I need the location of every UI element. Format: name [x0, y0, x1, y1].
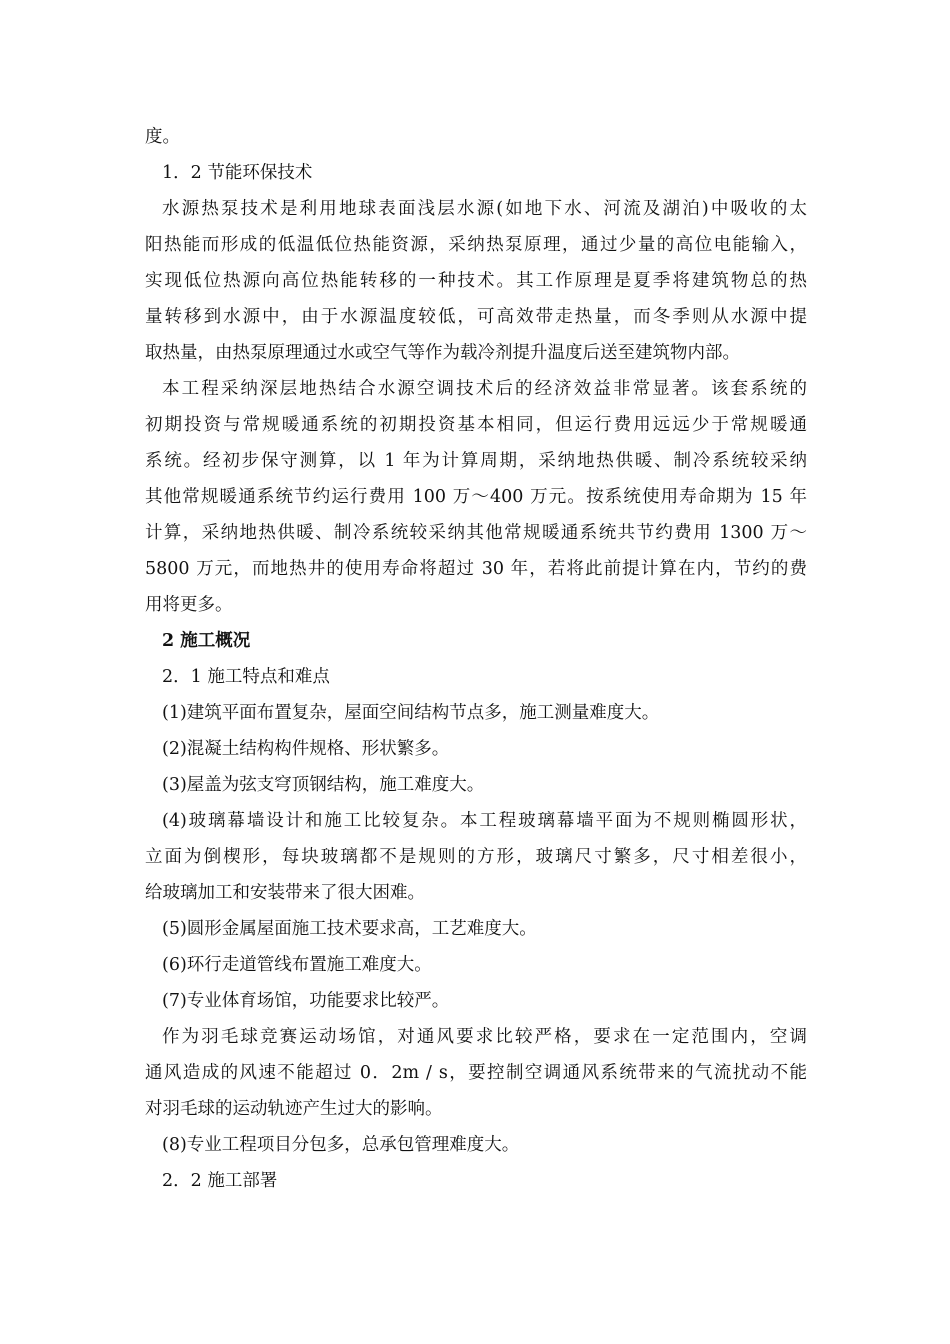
- list-item: (4)玻璃幕墙设计和施工比较复杂。本工程玻璃幕墙平面为不规则椭圆形状，: [162, 811, 807, 831]
- text-line: 其他常规暖通系统节约运行费用 100 万～400 万元。按系统使用寿命期为 15 年: [145, 487, 807, 507]
- text-line: 给玻璃加工和安装带来了很大困难。: [145, 883, 425, 903]
- list-item: (6)环行走道管线布置施工难度大。: [162, 955, 432, 975]
- subsection-heading: 1．2 节能环保技术: [162, 163, 313, 183]
- text-line: 初期投资与常规暖通系统的初期投资基本相同，但运行费用远远少于常规暖通: [145, 415, 807, 435]
- list-item: (2)混凝土结构构件规格、形状繁多。: [162, 739, 450, 759]
- subsection-heading: 2．1 施工特点和难点: [162, 667, 330, 687]
- text-line: 立面为倒楔形，每块玻璃都不是规则的方形，玻璃尺寸繁多，尺寸相差很小，: [145, 847, 807, 867]
- document-page: [145, 119, 807, 1199]
- list-item: (3)屋盖为弦支穹顶钢结构，施工难度大。: [162, 775, 485, 795]
- text-line: 系统。经初步保守测算，以 1 年为计算周期，采纳地热供暖、制冷系统较采纳: [145, 451, 807, 471]
- text-line: 度。: [145, 127, 180, 147]
- section-heading: 2 施工概况: [162, 631, 251, 651]
- text-line: 用将更多。: [145, 595, 233, 615]
- text-line: 对羽毛球的运动轨迹产生过大的影响。: [145, 1099, 443, 1119]
- text-line: 作为羽毛球竞赛运动场馆，对通风要求比较严格，要求在一定范围内，空调: [162, 1027, 807, 1047]
- text-line: 计算，采纳地热供暖、制冷系统较采纳其他常规暖通系统共节约费用 1300 万～: [145, 523, 807, 543]
- text-line: 取热量，由热泵原理通过水或空气等作为载冷剂提升温度后送至建筑物内部。: [145, 343, 740, 363]
- subsection-heading: 2．2 施工部署: [162, 1171, 278, 1191]
- text-line: 5800 万元，而地热井的使用寿命将超过 30 年，若将此前提计算在内，节约的费: [145, 559, 807, 579]
- text-line: 量转移到水源中，由于水源温度较低，可高效带走热量，而冬季则从水源中提: [145, 307, 807, 327]
- list-item: (5)圆形金属屋面施工技术要求高，工艺难度大。: [162, 919, 537, 939]
- list-item: (8)专业工程项目分包多，总承包管理难度大。: [162, 1135, 520, 1155]
- text-line: 本工程采纳深层地热结合水源空调技术后的经济效益非常显著。该套系统的: [162, 379, 807, 399]
- text-line: 实现低位热源向高位热能转移的一种技术。其工作原理是夏季将建筑物总的热: [145, 271, 807, 291]
- text-line: 水源热泵技术是利用地球表面浅层水源(如地下水、河流及湖泊)中吸收的太: [162, 199, 807, 219]
- list-item: (1)建筑平面布置复杂，屋面空间结构节点多，施工测量难度大。: [162, 703, 660, 723]
- list-item: (7)专业体育场馆，功能要求比较严。: [162, 991, 450, 1011]
- text-line: 阳热能而形成的低温低位热能资源，采纳热泵原理，通过少量的高位电能输入，: [145, 235, 807, 255]
- text-line: 通风造成的风速不能超过 0．2m / s，要控制空调通风系统带来的气流扰动不能: [145, 1063, 807, 1083]
